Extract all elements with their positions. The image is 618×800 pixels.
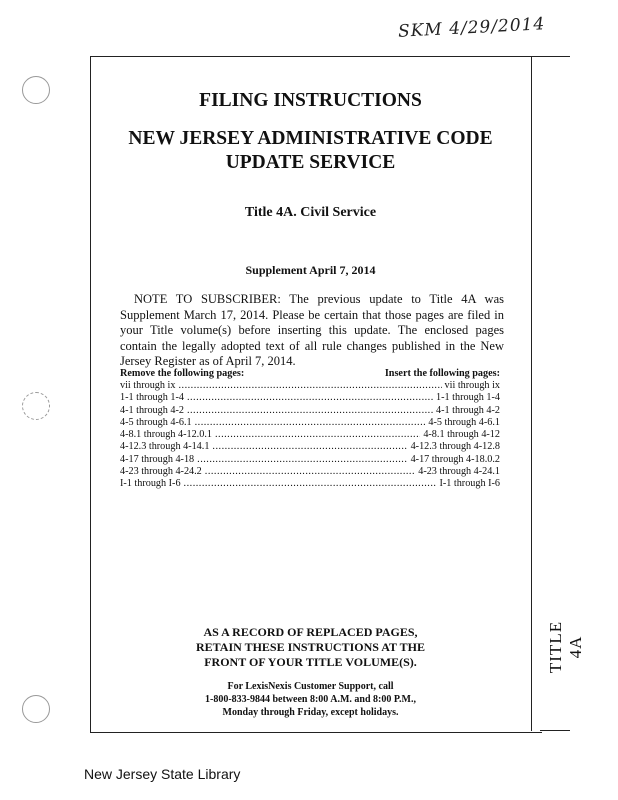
dot-leader <box>205 466 415 478</box>
frame-top-edge <box>540 56 570 57</box>
support-line1: For LexisNexis Customer Support, call <box>227 681 394 692</box>
remove-pages-cell: 4-5 through 4-6.1 <box>120 416 192 428</box>
supplement-date: Supplement April 7, 2014 <box>245 263 376 277</box>
pages-table-header <box>120 368 500 380</box>
remove-pages-cell: 1-1 through 1-4 <box>120 392 184 404</box>
tab-divider-line <box>531 56 532 731</box>
dot-leader <box>195 417 426 429</box>
pages-table-body <box>120 380 500 491</box>
remove-pages-cell: 4-23 through 4-24.2 <box>120 466 202 478</box>
remove-pages-cell: 4-8.1 through 4-12.0.1 <box>120 429 212 441</box>
dot-leader <box>197 454 407 466</box>
page-title: FILING INSTRUCTIONS <box>199 90 422 111</box>
title-tab-label: TITLE 4A <box>546 620 585 674</box>
remove-header: Remove the following pages: <box>120 368 245 379</box>
pages-table-row <box>120 478 500 490</box>
insert-pages-cell: 4-17 through 4-18.0.2 <box>410 453 500 465</box>
library-stamp: New Jersey State Library <box>84 766 241 782</box>
insert-pages-cell: 4-23 through 4-24.1 <box>418 466 500 478</box>
pages-table-row <box>120 429 500 441</box>
dot-leader <box>212 441 407 453</box>
pages-table-row <box>120 454 500 466</box>
remove-pages-cell: vii through ix <box>120 380 176 391</box>
dot-leader <box>184 478 437 490</box>
support-line2: 1-800-833-9844 between 8:00 A.M. and 8:00 P.M., <box>204 694 416 705</box>
insert-pages-cell: 4-12.3 through 4-12.8 <box>410 441 500 453</box>
insert-pages-cell: vii through ix <box>444 380 500 391</box>
insert-pages-cell: 1-1 through 1-4 <box>436 392 500 404</box>
dot-leader <box>178 380 441 392</box>
code-heading-line1: NEW JERSEY ADMINISTRATIVE CODE <box>128 128 493 149</box>
insert-pages-cell: 4-1 through 4-2 <box>436 404 500 416</box>
handwritten-initials-date: SKM 4/29/2014 <box>397 14 546 42</box>
record-notice-line2: RETAIN THESE INSTRUCTIONS AT THE <box>196 640 425 654</box>
code-heading-line2: UPDATE SERVICE <box>225 152 396 173</box>
punch-hole-bottom <box>22 695 50 723</box>
code-heading <box>90 127 531 175</box>
remove-pages-cell: 4-17 through 4-18 <box>120 453 195 465</box>
punch-hole-top <box>22 76 50 104</box>
record-notice <box>90 625 531 670</box>
note-to-subscriber: NOTE TO SUBSCRIBER: The previous update to Title 4A was Supplement March 17, 2014. Please be certain that those pages are filed in your Title volume(s) before inserting this update. The enclosed pages contain the legally adopted text of all rule changes published in the New Jersey Register as of April 7, 2014. <box>120 292 504 368</box>
support-line3: Monday through Friday, except holidays. <box>222 707 399 718</box>
insert-pages-cell: I-1 through I-6 <box>439 478 500 490</box>
pages-table-row <box>120 392 500 404</box>
title-section: Title 4A. Civil Service <box>244 205 377 220</box>
dot-leader <box>187 392 433 404</box>
insert-pages-cell: 4-8.1 through 4-12 <box>423 429 500 441</box>
record-notice-line3: FRONT OF YOUR TITLE VOLUME(S). <box>204 655 417 669</box>
pages-table <box>120 368 500 491</box>
frame-bottom-edge <box>540 730 570 731</box>
pages-table-row <box>120 380 500 392</box>
remove-pages-cell: 4-1 through 4-2 <box>120 404 184 416</box>
pages-table-row <box>120 417 500 429</box>
dot-leader <box>187 405 433 417</box>
pages-table-row <box>120 405 500 417</box>
customer-support-info <box>90 680 531 719</box>
insert-header: Insert the following pages: <box>384 368 500 379</box>
record-notice-line1: AS A RECORD OF REPLACED PAGES, <box>203 625 418 639</box>
pages-table-row <box>120 466 500 478</box>
insert-pages-cell: 4-5 through 4-6.1 <box>428 416 500 428</box>
remove-pages-cell: 4-12.3 through 4-14.1 <box>120 441 210 453</box>
dot-leader <box>215 429 420 441</box>
remove-pages-cell: I-1 through I-6 <box>120 478 181 490</box>
punch-hole-middle <box>22 392 50 420</box>
pages-table-row <box>120 441 500 453</box>
